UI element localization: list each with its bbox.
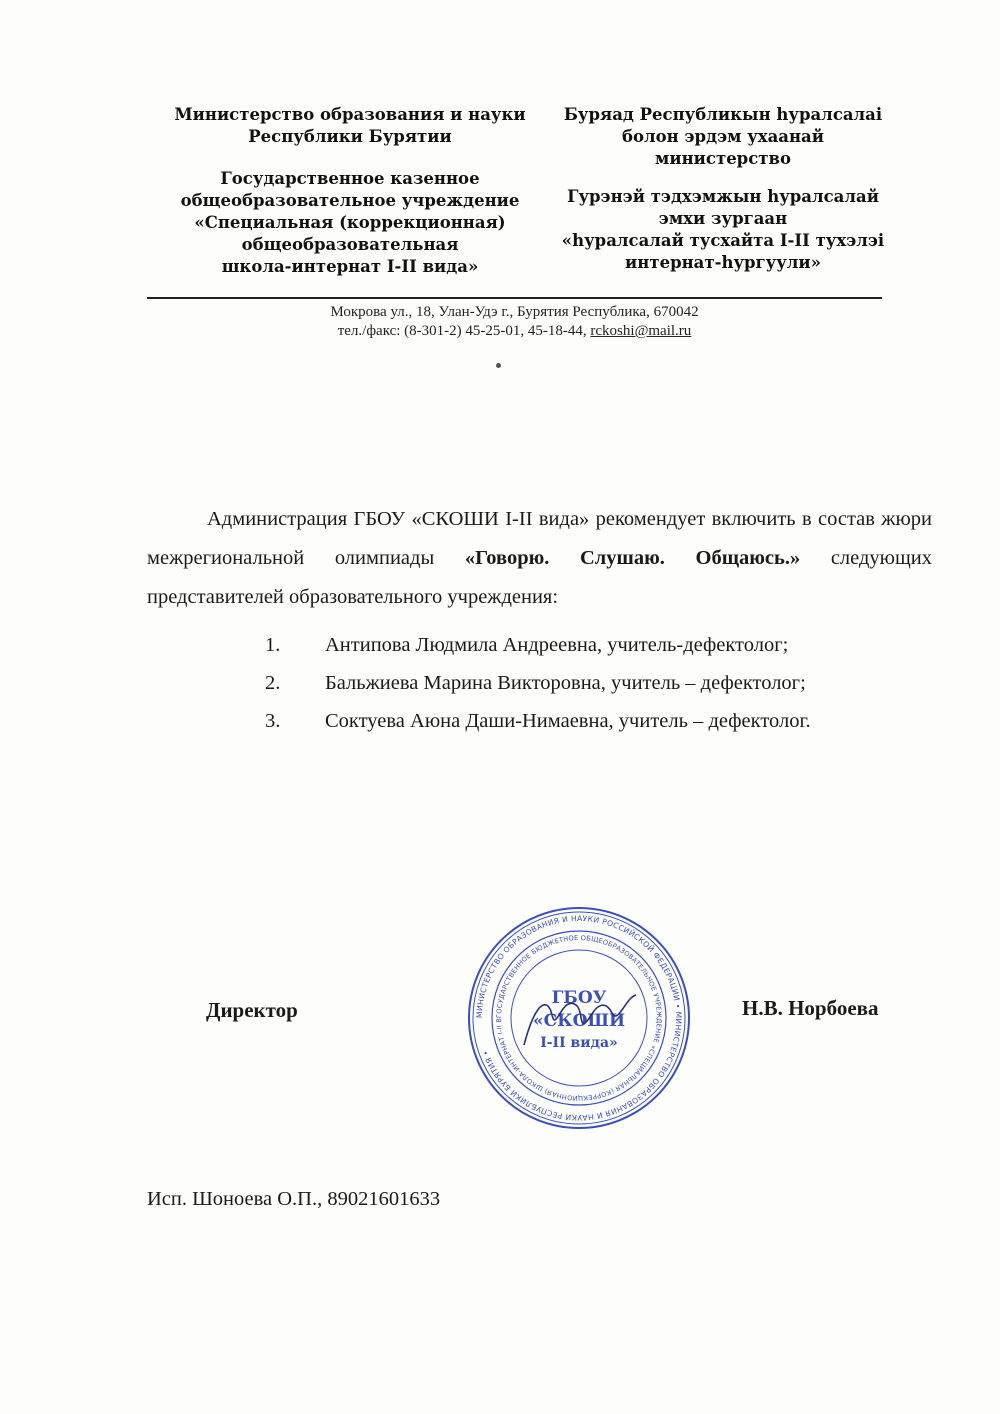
institution-line: эмхи зургаан xyxy=(658,209,788,228)
institution-line: «hуралсалай тусхайта I-II тухэлэi xyxy=(561,231,885,250)
contact-line xyxy=(147,322,882,341)
institution-line: школа-интернат I-II вида» xyxy=(221,257,479,276)
list-item xyxy=(265,664,945,702)
seal-outer-text: МИНИСТЕРСТВО ОБРАЗОВАНИЯ И НАУКИ РОССИЙСКОЙ ФЕДЕРАЦИИ • МИНИСТЕРСТВО ОБРАЗОВАНИЯ И НАУКИ РЕСПУБЛИКИ БУРЯТИЯ • xyxy=(474,913,684,1123)
ministry-line: Республики Бурятии xyxy=(248,127,452,146)
ministry-line: болон эрдэм ухаанай xyxy=(622,127,824,146)
header-left-russian xyxy=(160,104,540,278)
seal-stamp-icon xyxy=(466,905,692,1131)
jury-members-list xyxy=(265,626,945,740)
list-number: 3. xyxy=(265,710,281,732)
address-block xyxy=(147,303,882,341)
header-right-buryat xyxy=(548,104,898,274)
institution-line: Государственное казенное xyxy=(220,169,480,188)
intro-text: Администрация ГБОУ «СКОШИ I-II вида» рекомендует включить в состав жюри межрегиональной олимпиады xyxy=(147,508,932,569)
institution-line: интернат-hургуули» xyxy=(625,253,821,272)
seal-center-abbrev: ГБОУ xyxy=(551,988,607,1008)
list-number: 2. xyxy=(265,672,281,694)
olympiad-name: «Говорю. Слушаю. Общаюсь.» xyxy=(464,547,801,569)
member-text: Соктуева Аюна Даши-Нимаевна, учитель – дефектолог. xyxy=(325,710,811,732)
phone-fax: тел./факс: (8-301-2) 45-25-01, 45-18-44, xyxy=(337,323,591,339)
ministry-line: Буряад Республикын hуралсалаi xyxy=(563,105,883,124)
letter-body xyxy=(147,500,932,617)
signatory-title: Директор xyxy=(206,998,298,1022)
ministry-line: министерство xyxy=(655,149,791,168)
member-text: Бальжиева Марина Викторовна, учитель – дефектолог; xyxy=(325,672,806,694)
seal-inner-text: ГОСУДАРСТВЕННОЕ БЮДЖЕТНОЕ ОБЩЕОБРАЗОВАТЕЛЬНОЕ УЧРЕЖДЕНИЕ «СПЕЦИАЛЬНАЯ (КОРРЕКЦИОННАЯ) ШКОЛА-ИНТЕРНАТ I-II В xyxy=(494,933,664,1103)
institution-line: «Специальная (коррекционная) xyxy=(194,213,506,232)
header-divider xyxy=(147,297,882,299)
member-text: Антипова Людмила Андреевна, учитель-дефектолог; xyxy=(325,634,789,656)
signatory-name: Н.В. Норбоева xyxy=(742,996,879,1020)
seal-center-name: «СКОШИ xyxy=(532,1011,626,1031)
scan-speck xyxy=(496,363,501,368)
list-item xyxy=(265,702,945,740)
official-seal xyxy=(466,905,692,1131)
seal-center-type: I-II вида» xyxy=(540,1035,618,1051)
list-item xyxy=(265,626,945,664)
intro-paragraph xyxy=(147,500,932,617)
postal-address: Мокрова ул., 18, Улан-Удэ г., Бурятия Республика, 670042 xyxy=(330,304,699,320)
intro-tail: следующих представителей образовательного учреждения: xyxy=(147,547,932,608)
institution-line: общеобразовательная xyxy=(241,235,459,254)
institution-line: общеобразовательное учреждение xyxy=(180,191,520,210)
executor-contact: Исп. Шоноева О.П., 89021601633 xyxy=(147,1188,441,1210)
email-link[interactable]: rckoshi@mail.ru xyxy=(590,323,692,339)
institution-line: Гурэнэй тэдхэмжын hуралсалай xyxy=(567,187,879,206)
list-number: 1. xyxy=(265,634,281,656)
ministry-line: Министерство образования и науки xyxy=(174,105,526,124)
